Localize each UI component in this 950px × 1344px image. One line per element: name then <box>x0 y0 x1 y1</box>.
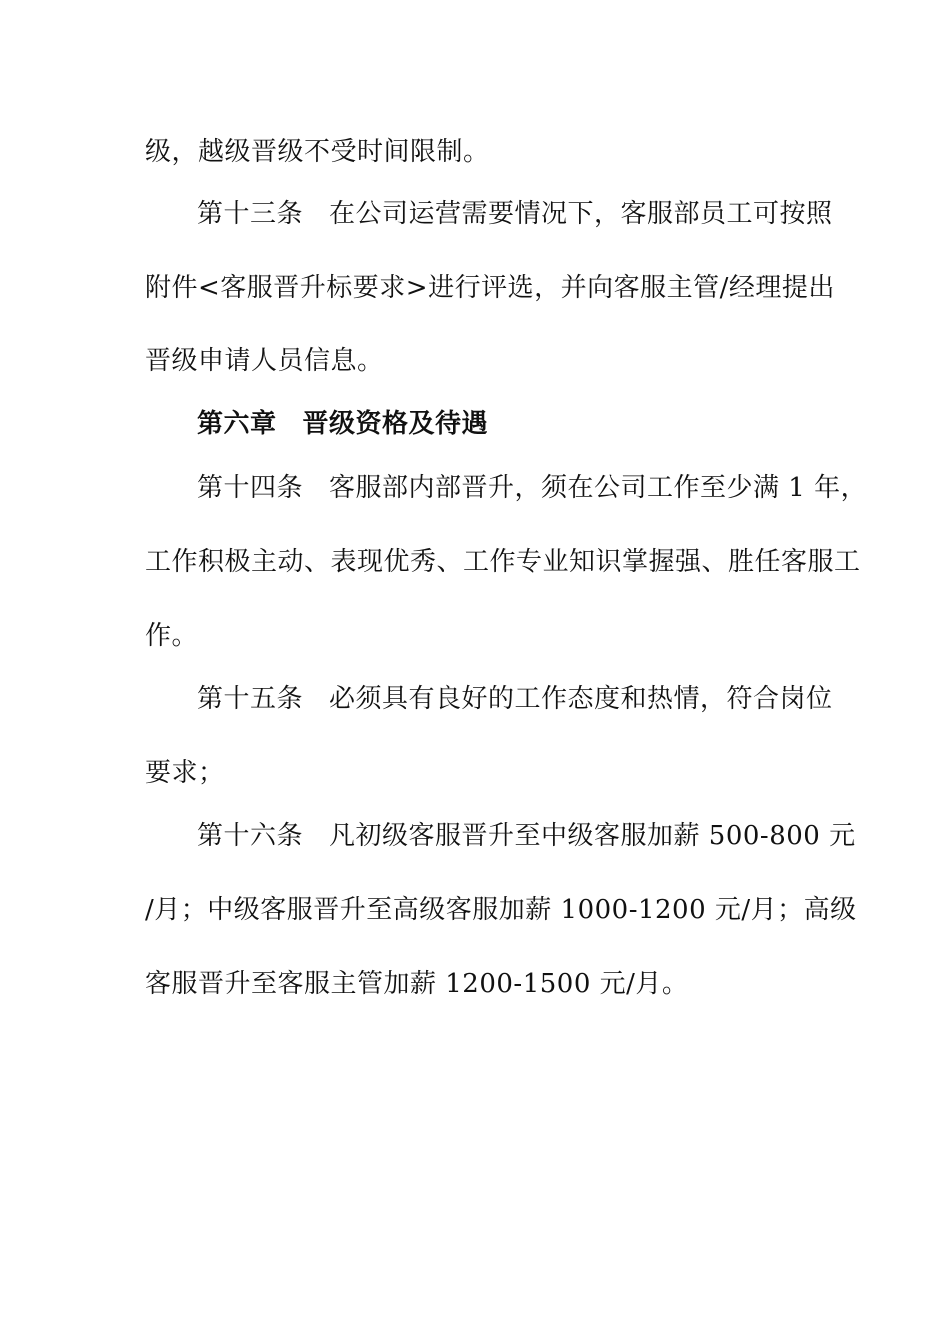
article-14-label: 第十四条 <box>197 473 304 503</box>
article-16-line-2 <box>145 894 857 926</box>
article-16-text-3: 客服晋升至客服主管加薪 1200-1500 元/月。 <box>145 969 689 999</box>
article-15-label: 第十五条 <box>197 684 304 714</box>
article-13-line-1 <box>197 198 833 230</box>
article-15-line-2 <box>145 757 225 789</box>
article-14-line-3 <box>145 620 198 652</box>
article-12-tail: 级，越级晋级不受时间限制。 <box>145 137 490 167</box>
paragraph-line <box>145 136 490 168</box>
article-15-text-1: 必须具有良好的工作态度和热情，符合岗位 <box>329 684 833 714</box>
chapter-6-title: 晋级资格及待遇 <box>302 409 489 439</box>
article-13-text-2: 附件<客服晋升标要求>进行评选，并向客服主管/经理提出 <box>145 273 835 303</box>
article-16-text-1: 凡初级客服晋升至中级客服加薪 500-800 元 <box>329 821 856 851</box>
article-14-text-2: 工作积极主动、表现优秀、工作专业知识掌握强、胜任客服工 <box>145 547 861 577</box>
article-16-line-1 <box>197 820 856 852</box>
article-13-line-3 <box>145 345 384 377</box>
article-13-label: 第十三条 <box>197 199 304 229</box>
article-14-text-1: 客服部内部晋升，须在公司工作至少满 1 年， <box>329 473 868 503</box>
chapter-6-label: 第六章 <box>197 409 277 439</box>
article-14-line-1 <box>197 472 867 504</box>
article-16-text-2: /月；中级客服晋升至高级客服加薪 1000-1200 元/月；高级 <box>145 895 857 925</box>
chapter-6-heading <box>197 408 488 440</box>
article-13-text-3: 晋级申请人员信息。 <box>145 346 384 376</box>
article-13-text-1: 在公司运营需要情况下，客服部员工可按照 <box>329 199 833 229</box>
article-14-text-3: 作。 <box>145 621 199 651</box>
article-15-text-2: 要求； <box>145 758 225 788</box>
article-16-label: 第十六条 <box>197 821 304 851</box>
article-13-line-2 <box>145 272 835 304</box>
article-16-line-3 <box>145 968 688 1000</box>
article-15-line-1 <box>197 683 833 715</box>
article-14-line-2 <box>145 546 861 578</box>
